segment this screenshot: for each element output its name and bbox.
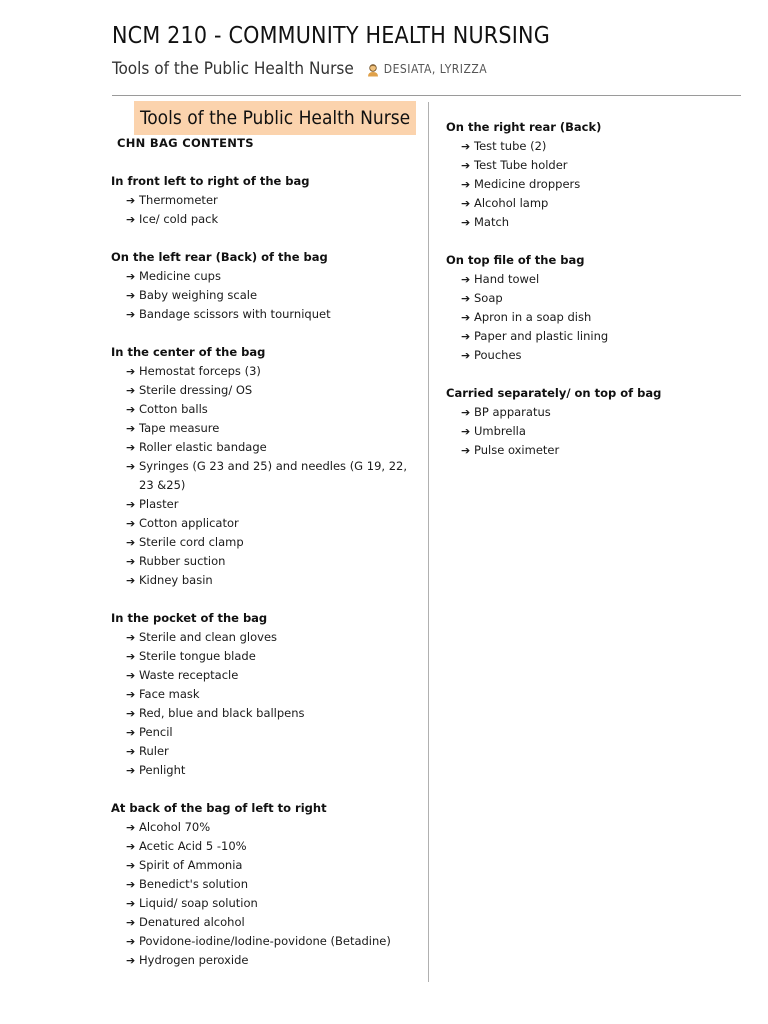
list-item-text: Match [474, 215, 510, 229]
column-divider [428, 102, 429, 982]
list-item-text: Ice/ cold pack [139, 212, 219, 226]
list-item-text: Kidney basin [139, 573, 213, 587]
right-column [446, 118, 746, 479]
arrow-right-icon: ➔ [126, 840, 136, 853]
arrow-right-icon: ➔ [126, 707, 136, 720]
list-item-text: Paper and plastic lining [474, 329, 609, 343]
list-item-text: Sterile cord clamp [139, 535, 244, 549]
subtitle-row [112, 56, 752, 82]
list-item-text: Tape measure [139, 421, 220, 435]
person-icon [366, 62, 380, 76]
item-list [111, 818, 416, 970]
list-item [126, 400, 416, 419]
list-item-text: Hemostat forceps (3) [139, 364, 261, 378]
item-list [111, 628, 416, 780]
arrow-right-icon: ➔ [126, 878, 136, 891]
list-item [126, 210, 416, 229]
course-title: NCM 210 - COMMUNITY HEALTH NURSING [112, 23, 550, 49]
arrow-right-icon: ➔ [126, 536, 136, 549]
list-item [126, 514, 416, 533]
arrow-right-icon: ➔ [126, 935, 136, 948]
list-item [461, 194, 746, 213]
list-item [461, 213, 746, 232]
item-list [111, 267, 416, 324]
list-item-text: Face mask [139, 687, 200, 701]
arrow-right-icon: ➔ [461, 178, 471, 191]
list-item-text: Plaster [139, 497, 179, 511]
header-divider [112, 95, 741, 96]
list-item-text: BP apparatus [474, 405, 551, 419]
left-column [111, 172, 416, 989]
list-item-text: Soap [474, 291, 503, 305]
list-item-text: Hydrogen peroxide [139, 953, 249, 967]
arrow-right-icon: ➔ [461, 197, 471, 210]
list-item [126, 761, 416, 780]
list-item [126, 685, 416, 704]
list-item [126, 457, 416, 495]
section-in-the-center-of-the-bag [111, 343, 416, 590]
arrow-right-icon: ➔ [126, 631, 136, 644]
section-title: On the left rear (Back) of the bag [111, 250, 328, 264]
arrow-right-icon: ➔ [461, 444, 471, 457]
list-item [461, 270, 746, 289]
arrow-right-icon: ➔ [126, 916, 136, 929]
arrow-right-icon: ➔ [461, 406, 471, 419]
author-name: DESIATA, LYRIZZA [383, 62, 488, 76]
list-item [461, 175, 746, 194]
arrow-right-icon: ➔ [126, 726, 136, 739]
arrow-right-icon: ➔ [126, 384, 136, 397]
arrow-right-icon: ➔ [126, 859, 136, 872]
section-on-the-left-rear-back-of-the-bag [111, 248, 416, 324]
highlighted-section-title: Tools of the Public Health Nurse [134, 101, 416, 135]
section-in-front-left-to-right-of-the-bag [111, 172, 416, 229]
list-item [126, 267, 416, 286]
arrow-right-icon: ➔ [126, 308, 136, 321]
arrow-right-icon: ➔ [461, 292, 471, 305]
list-item [461, 403, 746, 422]
list-item-text: Waste receptacle [139, 668, 239, 682]
list-item-text: Thermometer [139, 193, 218, 207]
list-item [126, 571, 416, 590]
list-item-text: Bandage scissors with tourniquet [139, 307, 331, 321]
list-item-text: Liquid/ soap solution [139, 896, 258, 910]
arrow-right-icon: ➔ [126, 460, 136, 473]
arrow-right-icon: ➔ [126, 498, 136, 511]
list-item-text: Pulse oximeter [474, 443, 560, 457]
list-item-text: Rubber suction [139, 554, 226, 568]
list-item-text: Pouches [474, 348, 522, 362]
list-item-text: Umbrella [474, 424, 526, 438]
item-list [446, 403, 746, 460]
arrow-right-icon: ➔ [126, 764, 136, 777]
arrow-right-icon: ➔ [126, 555, 136, 568]
list-item [126, 951, 416, 970]
arrow-right-icon: ➔ [126, 954, 136, 967]
arrow-right-icon: ➔ [126, 517, 136, 530]
arrow-right-icon: ➔ [126, 270, 136, 283]
list-item-text: Apron in a soap dish [474, 310, 592, 324]
arrow-right-icon: ➔ [461, 216, 471, 229]
arrow-right-icon: ➔ [461, 273, 471, 286]
arrow-right-icon: ➔ [126, 403, 136, 416]
list-item [126, 932, 416, 951]
list-item-text: Syringes (G 23 and 25) and needles (G 19, 22, 23 &25) [139, 459, 407, 492]
list-item-text: Povidone-iodine/Iodine-povidone (Betadine) [139, 934, 391, 948]
arrow-right-icon: ➔ [126, 745, 136, 758]
list-item [461, 422, 746, 441]
arrow-right-icon: ➔ [126, 821, 136, 834]
section-at-back-of-the-bag-of-left-to-right [111, 799, 416, 970]
arrow-right-icon: ➔ [461, 140, 471, 153]
list-item [126, 742, 416, 761]
section-title: At back of the bag of left to right [111, 801, 327, 815]
list-item-text: Denatured alcohol [139, 915, 245, 929]
list-item [126, 856, 416, 875]
section-title: Carried separately/ on top of bag [446, 386, 662, 400]
list-item-text: Baby weighing scale [139, 288, 258, 302]
list-item [461, 308, 746, 327]
list-item [126, 894, 416, 913]
list-item [461, 441, 746, 460]
arrow-right-icon: ➔ [126, 669, 136, 682]
arrow-right-icon: ➔ [461, 349, 471, 362]
section-title: In front left to right of the bag [111, 174, 310, 188]
arrow-right-icon: ➔ [126, 574, 136, 587]
section-title: In the pocket of the bag [111, 611, 268, 625]
list-item-text: Sterile tongue blade [139, 649, 256, 663]
document-subtitle: Tools of the Public Health Nurse [112, 59, 354, 79]
arrow-right-icon: ➔ [126, 897, 136, 910]
list-item [126, 381, 416, 400]
section-title: On top file of the bag [446, 253, 585, 267]
section-on-the-right-rear-back [446, 118, 746, 232]
item-list [446, 137, 746, 232]
list-item [126, 875, 416, 894]
list-item-text: Cotton applicator [139, 516, 239, 530]
list-item-text: Penlight [139, 763, 186, 777]
list-item [461, 156, 746, 175]
list-item [126, 666, 416, 685]
list-item-text: Test Tube holder [474, 158, 568, 172]
arrow-right-icon: ➔ [461, 311, 471, 324]
section-in-the-pocket-of-the-bag [111, 609, 416, 780]
arrow-right-icon: ➔ [126, 365, 136, 378]
list-item [126, 533, 416, 552]
section-on-top-file-of-the-bag [446, 251, 746, 365]
arrow-right-icon: ➔ [126, 194, 136, 207]
list-item-text: Medicine droppers [474, 177, 581, 191]
list-item-text: Cotton balls [139, 402, 208, 416]
list-item [126, 628, 416, 647]
list-item [126, 438, 416, 457]
arrow-right-icon: ➔ [126, 441, 136, 454]
list-item-text: Medicine cups [139, 269, 221, 283]
item-list [111, 191, 416, 229]
list-item-text: Test tube (2) [474, 139, 547, 153]
section-subheading: CHN BAG CONTENTS [117, 136, 254, 150]
arrow-right-icon: ➔ [126, 650, 136, 663]
list-item-text: Ruler [139, 744, 169, 758]
list-item [461, 327, 746, 346]
list-item [461, 346, 746, 365]
arrow-right-icon: ➔ [126, 213, 136, 226]
list-item [126, 818, 416, 837]
list-item-text: Sterile and clean gloves [139, 630, 278, 644]
item-list [446, 270, 746, 365]
list-item-text: Acetic Acid 5 -10% [139, 839, 247, 853]
arrow-right-icon: ➔ [126, 289, 136, 302]
list-item-text: Roller elastic bandage [139, 440, 267, 454]
item-list [111, 362, 416, 590]
list-item-text: Spirit of Ammonia [139, 858, 243, 872]
list-item [126, 837, 416, 856]
list-item [126, 552, 416, 571]
list-item-text: Red, blue and black ballpens [139, 706, 305, 720]
list-item [126, 495, 416, 514]
section-title: In the center of the bag [111, 345, 266, 359]
list-item [126, 704, 416, 723]
list-item [461, 137, 746, 156]
list-item [126, 647, 416, 666]
list-item [126, 913, 416, 932]
list-item-text: Alcohol 70% [139, 820, 211, 834]
list-item-text: Hand towel [474, 272, 540, 286]
arrow-right-icon: ➔ [126, 688, 136, 701]
list-item-text: Alcohol lamp [474, 196, 549, 210]
list-item [126, 305, 416, 324]
document-header [112, 18, 752, 82]
section-title: On the right rear (Back) [446, 120, 602, 134]
list-item [126, 191, 416, 210]
arrow-right-icon: ➔ [461, 330, 471, 343]
list-item-text: Sterile dressing/ OS [139, 383, 253, 397]
list-item [126, 362, 416, 381]
list-item-text: Benedict's solution [139, 877, 249, 891]
list-item [126, 286, 416, 305]
section-carried-separately-on-top-of-bag [446, 384, 746, 460]
list-item-text: Pencil [139, 725, 173, 739]
arrow-right-icon: ➔ [461, 425, 471, 438]
list-item [126, 419, 416, 438]
arrow-right-icon: ➔ [126, 422, 136, 435]
list-item [126, 723, 416, 742]
list-item [461, 289, 746, 308]
arrow-right-icon: ➔ [461, 159, 471, 172]
